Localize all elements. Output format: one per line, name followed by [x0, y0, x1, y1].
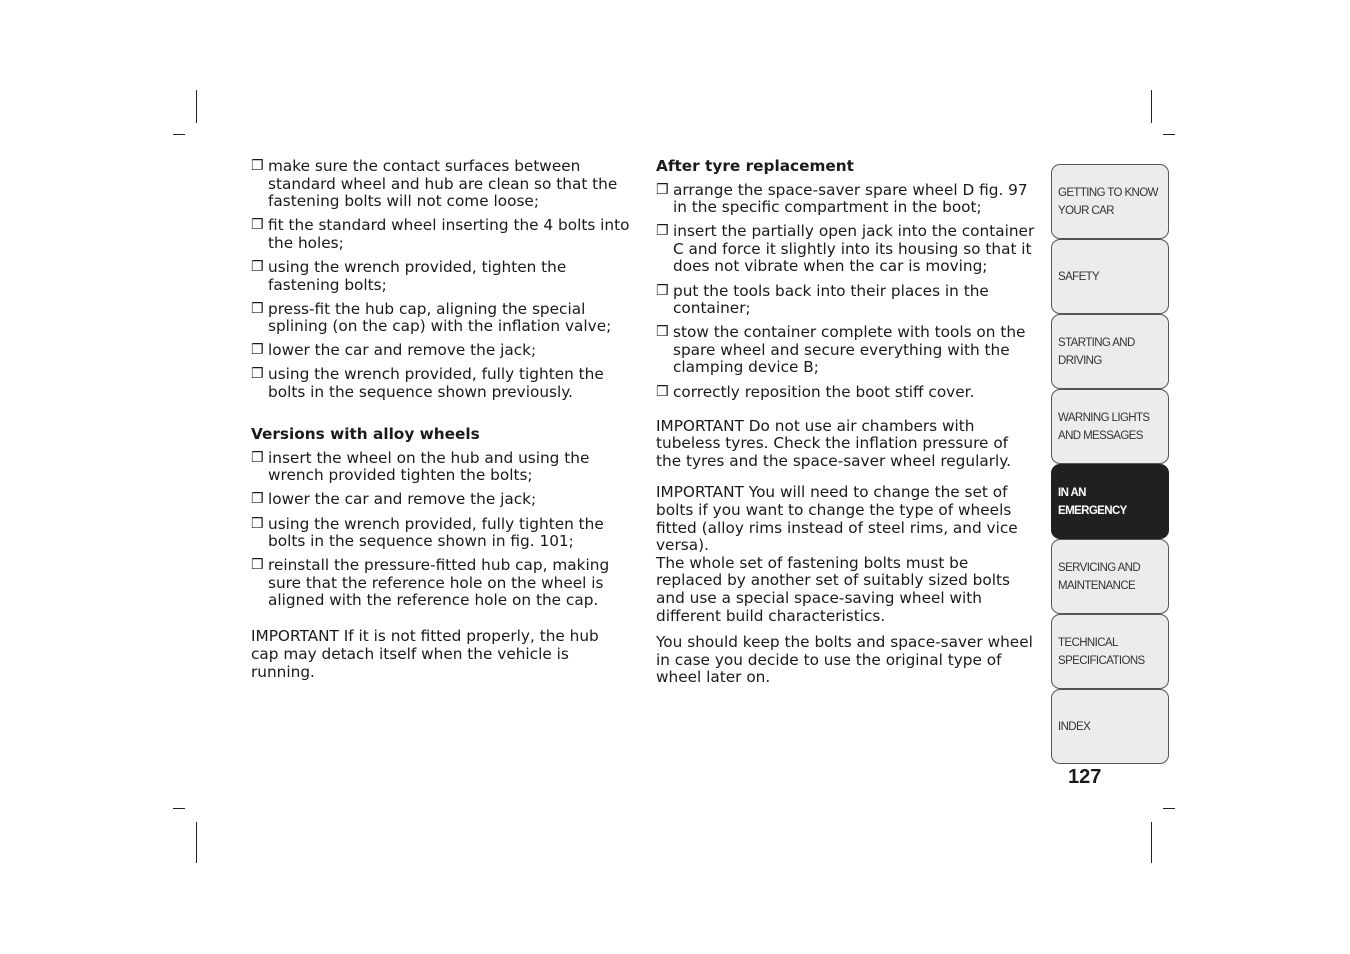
left-column	[251, 158, 631, 695]
crop-mark	[173, 134, 185, 135]
tab-servicing-and-maintenance[interactable]: SERVICING AND MAINTENANCE	[1051, 539, 1169, 614]
list-item: ❒ using the wrench provided, tighten the fastening bolts;	[251, 257, 567, 294]
checkbox-bullet-icon: ❒	[251, 258, 264, 275]
section-heading-after-replacement: After tyre replacement	[656, 157, 854, 175]
right-column	[656, 158, 1038, 701]
checkbox-bullet-icon: ❒	[251, 217, 264, 234]
list-item: ❒ press-fit the hub cap, aligning the special splining (on the cap) with the inflation valve;	[251, 299, 612, 336]
list-item: ❒ using the wrench provided, fully tighten the bolts in the sequence shown in fig. 101;	[251, 514, 604, 551]
crop-mark	[1151, 822, 1152, 863]
checkbox-bullet-icon: ❒	[251, 557, 264, 574]
crop-mark	[196, 822, 197, 863]
checkbox-bullet-icon: ❒	[251, 158, 264, 174]
list-item: ❒ arrange the space-saver spare wheel D fig. 97 in the specific compartment in the boot;	[656, 180, 1028, 217]
checkbox-bullet-icon: ❒	[656, 282, 669, 299]
list-item: ❒ make sure the contact surfaces between standard wheel and hub are clean so that the fastening bolts will not come loose;	[251, 157, 618, 211]
paragraph-keep-bolts: You should keep the bolts and space-saver wheel in case you decide to use the original type of wheel later on.	[656, 633, 1033, 687]
checkbox-bullet-icon: ❒	[251, 300, 264, 317]
list-item: ❒ lower the car and remove the jack;	[251, 490, 537, 509]
checkbox-bullet-icon: ❒	[656, 383, 669, 400]
checkbox-bullet-icon: ❒	[656, 223, 669, 240]
list-item: ❒ lower the car and remove the jack;	[251, 341, 537, 360]
list-item: ❒ put the tools back into their places in the container;	[656, 281, 989, 318]
paragraph-bolts-replacement: The whole set of fastening bolts must be replaced by another set of suitably sized bolts and use a special space-saving wheel with different build characteristics.	[656, 553, 1010, 625]
tab-safety[interactable]: SAFETY	[1051, 239, 1169, 314]
tab-starting-and-driving[interactable]: STARTING AND DRIVING	[1051, 314, 1169, 389]
page-number: 127	[1068, 766, 1102, 788]
checkbox-bullet-icon: ❒	[251, 515, 264, 532]
tab-warning-lights-and-messages[interactable]: WARNING LIGHTS AND MESSAGES	[1051, 389, 1169, 464]
tab-getting-to-know-your-car[interactable]: GETTING TO KNOW YOUR CAR	[1051, 164, 1169, 239]
important-note-air-chambers: IMPORTANT Do not use air chambers with tubeless tyres. Check the inflation pressure of the tyres and the space-saver wheel regularly.	[656, 416, 1011, 470]
important-note-hub-cap: IMPORTANT If it is not fitted properly, the hub cap may detach itself when the vehicle is running.	[251, 627, 599, 681]
list-item: ❒ correctly reposition the boot stiff cover.	[656, 382, 975, 401]
section-heading-alloy-wheels: Versions with alloy wheels	[251, 425, 480, 444]
tab-technical-specifications[interactable]: TECHNICAL SPECIFICATIONS	[1051, 614, 1169, 689]
checklist-standard-wheel	[251, 158, 631, 402]
tab-index[interactable]: INDEX	[1051, 689, 1169, 764]
list-item: ❒ insert the partially open jack into the container C and force it slightly into its housing so that it does not vibrate when the car is moving;	[656, 222, 1035, 276]
crop-mark	[1163, 808, 1175, 809]
checklist-alloy-wheels	[251, 450, 631, 610]
crop-mark	[1151, 90, 1152, 123]
crop-mark	[173, 808, 185, 809]
list-item: ❒ fit the standard wheel inserting the 4 bolts into the holes;	[251, 216, 630, 252]
crop-mark	[1163, 134, 1175, 135]
checkbox-bullet-icon: ❒	[251, 491, 264, 508]
list-item: ❒ reinstall the pressure-fitted hub cap, making sure that the reference hole on the wheel is aligned with the reference hole on the cap.	[251, 556, 610, 610]
checkbox-bullet-icon: ❒	[251, 366, 264, 383]
list-item: ❒ insert the wheel on the hub and using the wrench provided tighten the bolts;	[251, 448, 590, 485]
section-tabs	[1051, 164, 1169, 764]
checklist-after-replacement	[656, 182, 1038, 402]
list-item: ❒ using the wrench provided, fully tighten the bolts in the sequence shown previously.	[251, 365, 604, 402]
crop-mark	[196, 90, 197, 123]
tab-in-an-emergency[interactable]: IN AN EMERGENCY	[1051, 464, 1169, 539]
checkbox-bullet-icon: ❒	[251, 342, 264, 359]
checkbox-bullet-icon: ❒	[656, 181, 669, 198]
important-note-bolts: IMPORTANT You will need to change the set of bolts if you want to change the type of wheels fitted (alloy rims instead of steel rims, and vice versa).	[656, 483, 1018, 555]
checkbox-bullet-icon: ❒	[251, 449, 264, 466]
checkbox-bullet-icon: ❒	[656, 324, 669, 341]
list-item: ❒ stow the container complete with tools on the spare wheel and secure everything with the clamping device B;	[656, 323, 1026, 377]
